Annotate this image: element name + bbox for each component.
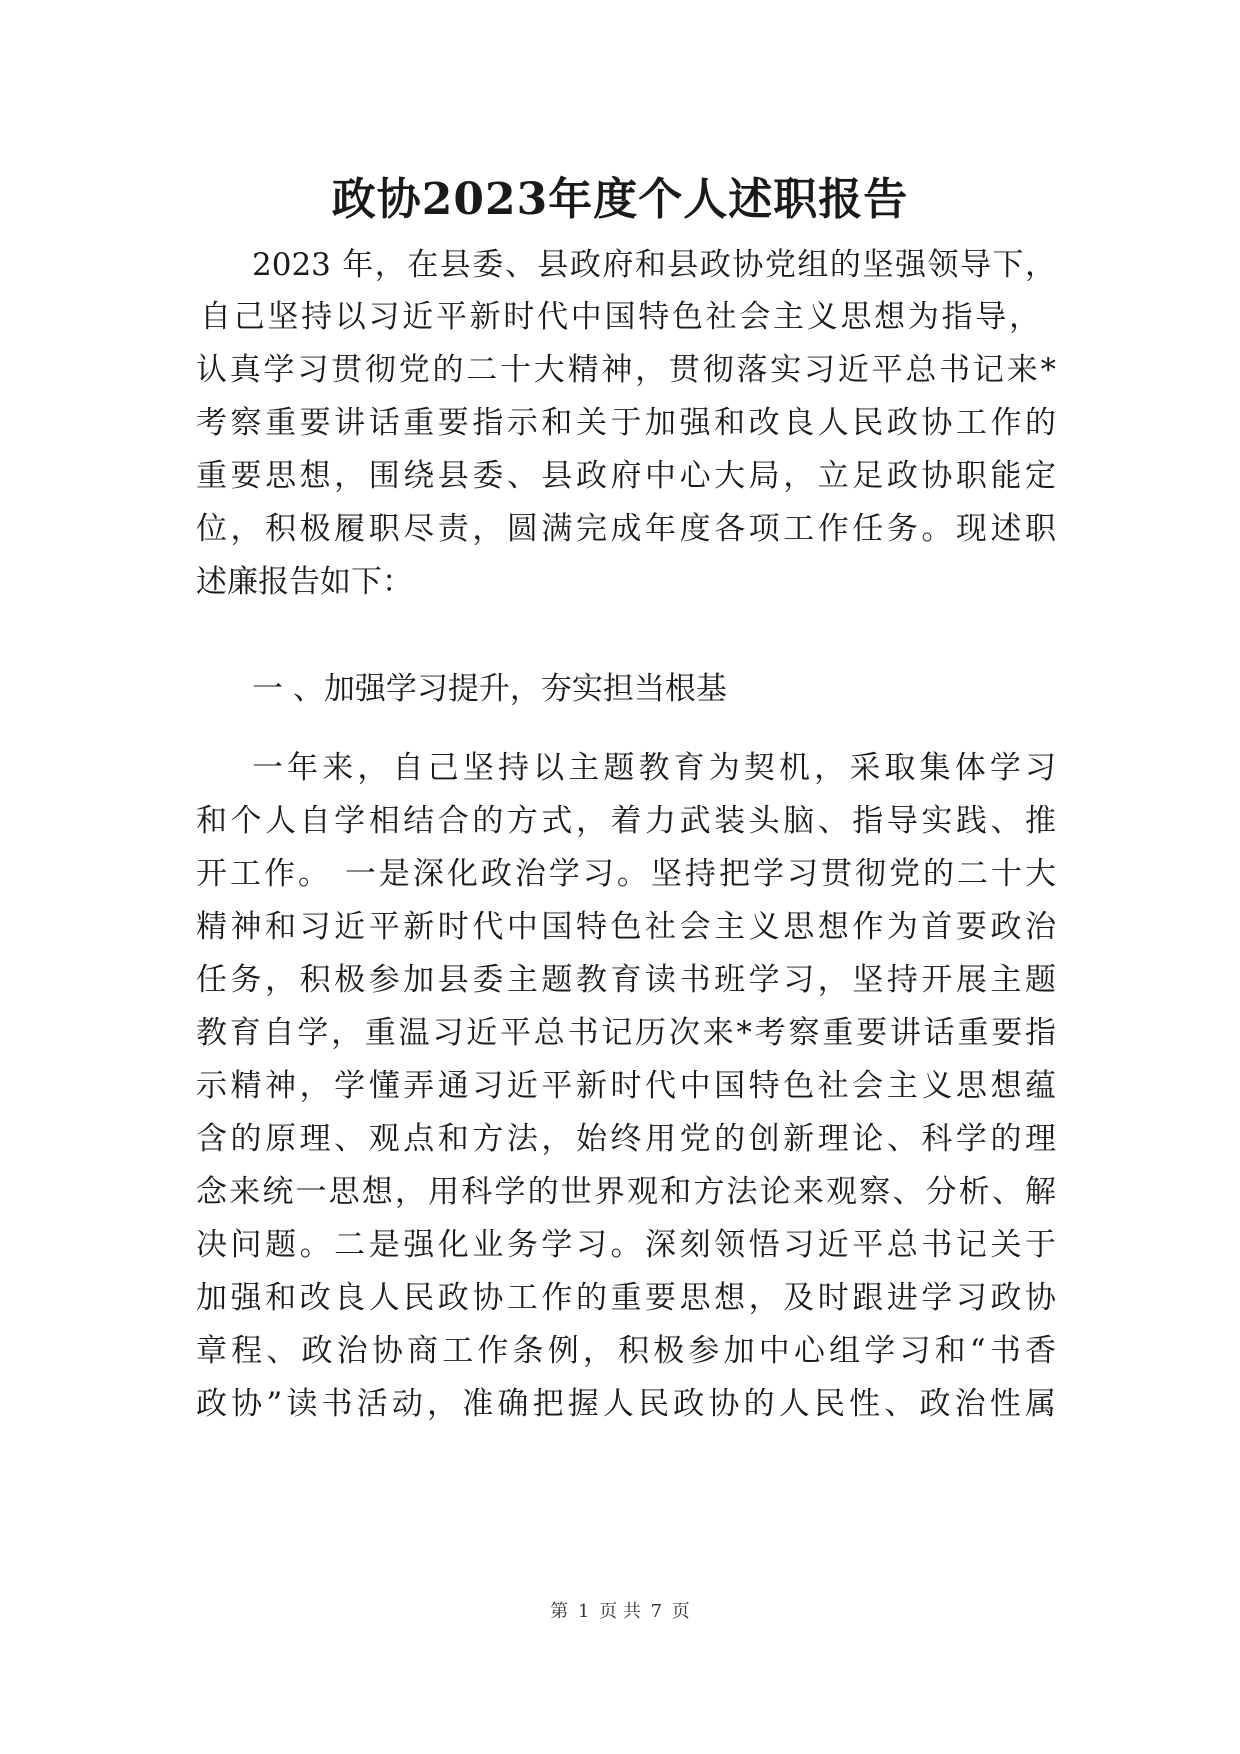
footer-middle: 页 共 bbox=[599, 1601, 641, 1622]
paragraph-line: 一年来，自己坚持以主题教育为契机，采取集体学习 bbox=[252, 750, 1056, 786]
paragraph-line: 精神和习近平新时代中国特色社会主义思想作为首要政治 bbox=[196, 909, 1056, 945]
paragraph-line: 位，积极履职尽责，圆满完成年度各项工作任务。现述职 bbox=[196, 511, 1056, 547]
footer-page-number: 1 bbox=[577, 1601, 590, 1622]
section-heading-text: 一 、加强学习提升，夯实担当根基 bbox=[252, 671, 727, 707]
paragraph-line: 政协”读书活动，准确把握人民政协的人民性、政治性属 bbox=[196, 1386, 1056, 1422]
paragraph-line: 含的原理、观点和方法，始终用党的创新理论、科学的理 bbox=[196, 1121, 1056, 1157]
paragraph-line: 念来统一思想，用科学的世界观和方法论来观察、分析、解 bbox=[196, 1174, 1056, 1210]
paragraph-line: 示精神，学懂弄通习近平新时代中国特色社会主义思想蕴 bbox=[196, 1068, 1056, 1104]
page-title: 政协2023年度个人述职报告 bbox=[331, 174, 909, 225]
paragraph-line: 重要思想，围绕县委、县政府中心大局，立足政协职能定 bbox=[196, 458, 1056, 494]
paragraph-line: 教育自学，重温习近平总书记历次来*考察重要讲话重要指 bbox=[196, 1015, 1056, 1051]
footer-suffix: 页 bbox=[671, 1601, 690, 1622]
paragraph-line: 加强和改良人民政协工作的重要思想，及时跟进学习政协 bbox=[196, 1280, 1056, 1316]
paragraph-line: 任务，积极参加县委主题教育读书班学习，坚持开展主题 bbox=[196, 962, 1056, 998]
footer-total-pages: 7 bbox=[650, 1601, 663, 1622]
paragraph-line: 自己坚持以习近平新时代中国特色社会主义思想为指导， bbox=[200, 299, 1040, 335]
paragraph-line: 章程、政治协商工作条例，积极参加中心组学习和“书香 bbox=[196, 1333, 1056, 1369]
paragraph-line: 决问题。二是强化业务学习。深刻领悟习近平总书记关于 bbox=[196, 1227, 1056, 1263]
footer-prefix: 第 bbox=[550, 1601, 569, 1622]
paragraph-line: 认真学习贯彻党的二十大精神，贯彻落实习近平总书记来* bbox=[196, 352, 1056, 388]
page-footer bbox=[0, 1600, 1240, 1624]
paragraph-line: 和个人自学相结合的方式，着力武装头脑、指导实践、推 bbox=[196, 803, 1056, 839]
paragraph-line: 述廉报告如下： bbox=[196, 564, 413, 600]
paragraph-line: 考察重要讲话重要指示和关于加强和改良人民政协工作的 bbox=[196, 405, 1056, 441]
paragraph-line: 开工作。 一是深化政治学习。坚持把学习贯彻党的二十大 bbox=[196, 856, 1056, 892]
paragraph-line: 2023 年，在县委、县政府和县政协党组的坚强领导下， bbox=[252, 247, 1056, 283]
